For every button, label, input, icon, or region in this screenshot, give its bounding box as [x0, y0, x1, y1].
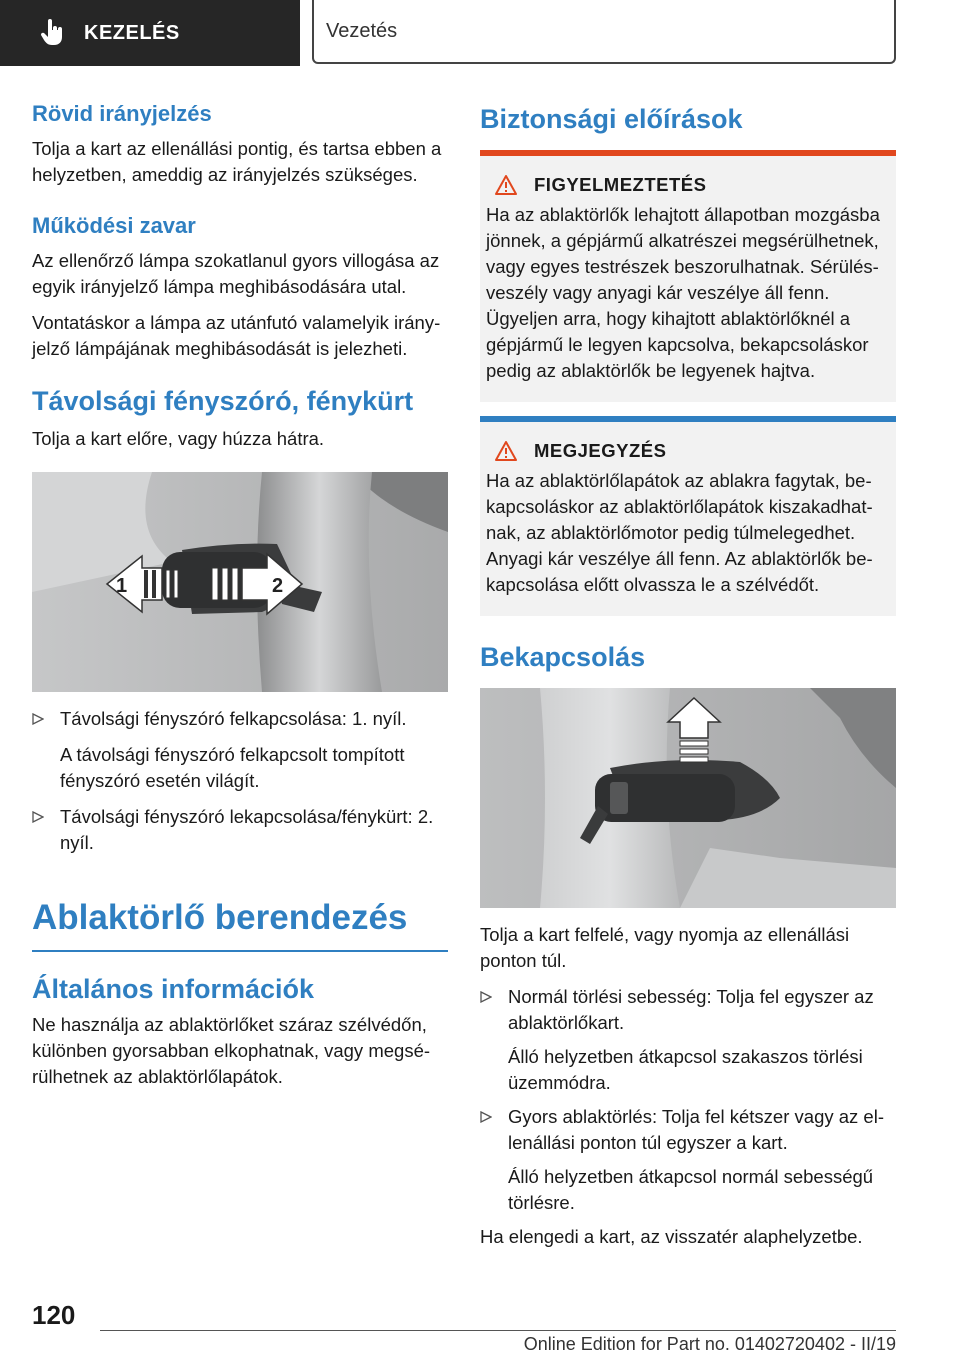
list-item-sub: Álló helyzetben átkapcsol szakaszos törlési üzemmódra. [508, 1046, 863, 1093]
page-number: 120 [32, 1300, 76, 1330]
divider [32, 950, 448, 952]
short-signal-text: Tolja a kart az ellenállási pontig, és tartsa ebben a helyzetben, ameddig az irányjelzés szükséges. [32, 138, 442, 185]
right-column [480, 100, 896, 1250]
malfunction-text-1: Az ellenőrző lámpa szokatlanul gyors villogása az egyik irányjelző lámpa meghibásodására utal. [32, 250, 440, 297]
warning-box [480, 150, 896, 402]
chapter-header [312, 0, 896, 64]
closing-text: Ha elengedi a kart, az visszatér alaphelyzetbe. [480, 1226, 863, 1247]
wiper-lever-illustration-icon [480, 688, 896, 908]
list-item-sub: Álló helyzetben átkapcsol normál sebességű törlésre. [508, 1166, 874, 1213]
heading-switch-on: Bekapcsolás [480, 642, 646, 672]
heading-wipers: Ablaktörlő berendezés [32, 898, 408, 937]
list-item: Távolsági fényszóró felkapcsolása: 1. nyíl. [32, 706, 448, 732]
footer-divider [100, 1330, 896, 1331]
arrow-2-label: 2 [272, 575, 284, 597]
note-text: Ha az ablaktörlőlapátok az ablakra fagytak, be-kapcsoláskor az ablaktörlőlapátok kiszakadhat-nak, az ablaktörlőmotor pedig túlmelegedhet. Anyagi kár veszélye áll fenn. Az ablaktörlők be-kapcsolása előtt olvassza le a szélvédőt. [486, 470, 873, 595]
section-tab [0, 0, 300, 66]
list-item: Normál törlési sebesség: Tolja fel egyszer az ablaktörlőkart. [480, 984, 896, 1036]
arrow-1-label: 1 [116, 575, 128, 597]
triangle-bullet-icon [32, 804, 60, 856]
warning-triangle-icon [494, 174, 518, 196]
warning-text: Ha az ablaktörlők lehajtott állapotban mozgásba jönnek, a gépjármű alkatrészei megsérülhetnek, vagy egyes testrészek beszorulhatnak. Sérülés-veszély vagy anyagi kár veszélye áll fenn. Ügyeljen arra, hogy kihajtott ablaktörlőknél a gépjármű le legyen kapcsolva, bekapcsoláskor pedig az ablaktörlők be legyenek hajtva. [486, 204, 880, 381]
triangle-bullet-icon [480, 984, 508, 1036]
high-beam-text: Tolja a kart előre, vagy húzza hátra. [32, 428, 325, 449]
chapter-label: Vezetés [326, 19, 398, 42]
caution-triangle-icon [494, 440, 518, 462]
general-text: Ne használja az ablaktörlőket száraz szélvédőn, különben gyorsabban elkophatnak, vagy megsé-rülhetnek az ablaktörlőlapátok. [32, 1014, 431, 1087]
list-item: Távolsági fényszóró lekapcsolása/fénykürt: 2. nyíl. [32, 804, 448, 856]
list-item: Gyors ablaktörlés: Tolja fel kétszer vagy az el-lenállási ponton túl egyszer a kart. [480, 1104, 896, 1156]
edition-text: Online Edition for Part no. 01402720402 - II/19 [523, 1334, 896, 1354]
left-column [32, 100, 448, 1090]
heading-safety: Biztonsági előírások [480, 104, 743, 134]
section-label: KEZELÉS [84, 21, 180, 44]
triangle-bullet-icon [32, 706, 60, 732]
note-label: MEGJEGYZÉS [534, 440, 667, 461]
switch-on-text: Tolja a kart felfelé, vagy nyomja az ellenállási ponton túl. [480, 924, 850, 971]
triangle-bullet-icon [480, 1104, 508, 1156]
lever-illustration-icon [32, 472, 448, 692]
hand-pointer-icon [40, 19, 66, 47]
heading-general: Általános információk [32, 974, 315, 1004]
heading-malfunction: Működési zavar [32, 213, 196, 238]
heading-short-signal: Rövid irányjelzés [32, 101, 212, 126]
wiper-lever-photo [480, 688, 896, 908]
malfunction-text-2: Vontatáskor a lámpa az utánfutó valamelyik irány-jelző lámpájának meghibásodását is jelezheti. [32, 312, 441, 359]
high-beam-lever-photo [32, 472, 448, 692]
heading-high-beam: Távolsági fényszóró, fénykürt [32, 386, 414, 416]
warning-label: FIGYELMEZTETÉS [534, 174, 707, 195]
note-box [480, 416, 896, 616]
list-item-sub: A távolsági fényszóró felkapcsolt tompított fényszóró esetén világít. [60, 744, 405, 791]
